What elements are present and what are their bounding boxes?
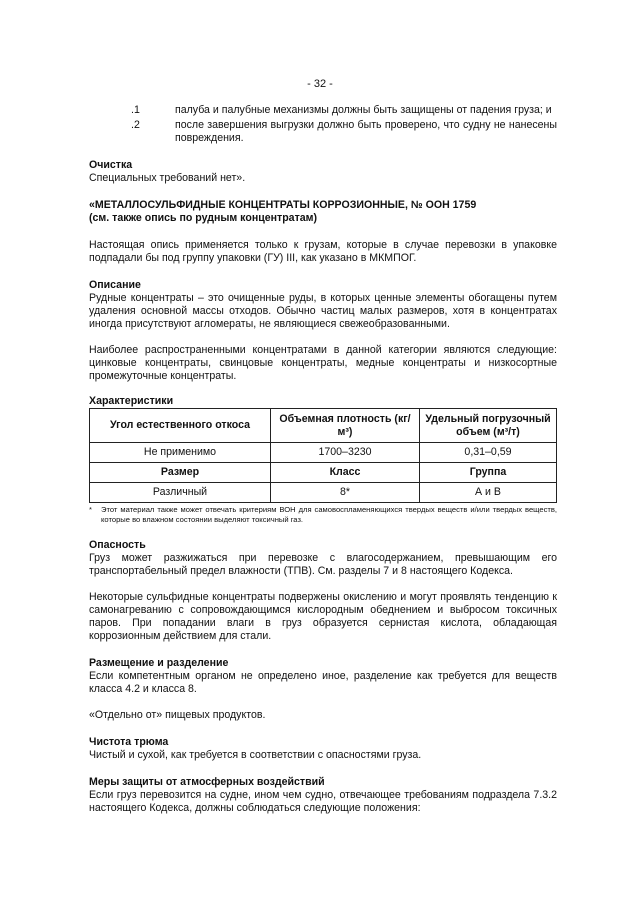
- document-title: «МЕТАЛЛОСУЛЬФИДНЫЕ КОНЦЕНТРАТЫ КОРРОЗИОННЫЕ, № ООН 1759: [89, 199, 477, 211]
- stowage-heading: Размещение и разделение: [89, 657, 229, 669]
- cleaning-heading: Очистка: [89, 159, 133, 171]
- footnote-marker: *: [89, 505, 92, 514]
- stowage-paragraph-2: «Отдельно от» пищевых продуктов.: [89, 709, 266, 721]
- table-cell: А и В: [420, 483, 557, 503]
- description-paragraph-2: Наиболее распространенными концентратами в данной категории являются следующие: цинковые концентраты, свинцовые концентраты, медные концентраты и низкосортные промежуточные концентраты.: [89, 344, 557, 382]
- table-cell: Различный: [90, 483, 271, 503]
- list-item-text: после завершения выгрузки должно быть проверено, что судну не нанесены повреждения.: [175, 119, 557, 144]
- table-row: [90, 483, 557, 503]
- cleaning-text: Специальных требований нет».: [89, 172, 246, 184]
- characteristics-heading: Характеристики: [89, 395, 174, 407]
- hazard-paragraph-2: Некоторые сульфидные концентраты подвержены окислению и могут проявлять тенденцию к самонагреванию с сопровождающимся кислородным обеднением и выбросом токсичных паров. При попадании влаги в груз образуется сернистая кислота, обладающая коррозионным действием для стали.: [89, 591, 557, 642]
- weather-precautions-text: Если груз перевозится на судне, ином чем судно, отвечающее требованиям подраздела 7.3.2 настоящего Кодекса, должны соблюдаться следующие положения:: [89, 789, 557, 814]
- list-item-number: .1: [131, 104, 140, 116]
- table-header-cell: Группа: [420, 463, 557, 483]
- hold-cleanliness-text: Чистый и сухой, как требуется в соответствии с опасностями груза.: [89, 749, 422, 761]
- hold-cleanliness-heading: Чистота трюма: [89, 736, 169, 748]
- document-subtitle: (см. также опись по рудным концентратам): [89, 212, 318, 224]
- table-header-row: [90, 463, 557, 483]
- list-item-number: .2: [131, 119, 140, 131]
- table-cell: 1700–3230: [271, 443, 420, 463]
- table-header-row: [90, 409, 557, 443]
- list-item: [89, 119, 557, 145]
- description-paragraph-1: Рудные концентраты – это очищенные руды, в которых ценные элементы обогащены путем удаления основной массы отходов. Обычно частиц малых размеров, хотя в концентратах иногда присутствуют агломераты, не являющиеся свежеобразованными.: [89, 292, 557, 330]
- hazard-paragraph-1: Груз может разжижаться при перевозке с влагосодержанием, превышающим его транспортабельный предел влажности (ТПВ). См. разделы 7 и 8 настоящего Кодекса.: [89, 552, 557, 577]
- table-cell: Не применимо: [90, 443, 271, 463]
- table-header-cell: Класс: [271, 463, 420, 483]
- page-number: - 32 -: [307, 78, 333, 90]
- list-item: [89, 104, 557, 117]
- footnote-text: Этот материал также может отвечать критериям ВОН для самовоспламеняющихся твердых веществ и/или твердых веществ, которые во влажном состоянии выделяют токсичный газ.: [101, 505, 557, 524]
- weather-precautions-heading: Меры защиты от атмосферных воздействий: [89, 776, 325, 788]
- table-header-cell: Объемная плотность (кг/м³): [271, 409, 420, 443]
- intro-paragraph: Настоящая опись применяется только к грузам, которые в случае перевозки в упаковке подпадали бы под группу упаковки (ГУ) III, как указано в МКМПОГ.: [89, 239, 557, 264]
- description-heading: Описание: [89, 279, 141, 291]
- document-page: [89, 0, 557, 815]
- list-item-text: палуба и палубные механизмы должны быть защищены от падения груза; и: [175, 104, 552, 116]
- table-header-cell: Размер: [90, 463, 271, 483]
- characteristics-table: [89, 408, 557, 503]
- table-header-cell: Угол естественного откоса: [90, 409, 271, 443]
- table-cell: 0,31–0,59: [420, 443, 557, 463]
- table-footnote: [89, 505, 557, 525]
- table-cell: 8*: [271, 483, 420, 503]
- table-row: [90, 443, 557, 463]
- stowage-paragraph-1: Если компетентным органом не определено иное, разделение как требуется для веществ класса 4.2 и класса 8.: [89, 670, 557, 695]
- table-header-cell: Удельный погрузочный объем (м³/т): [420, 409, 557, 443]
- hazard-heading: Опасность: [89, 539, 146, 551]
